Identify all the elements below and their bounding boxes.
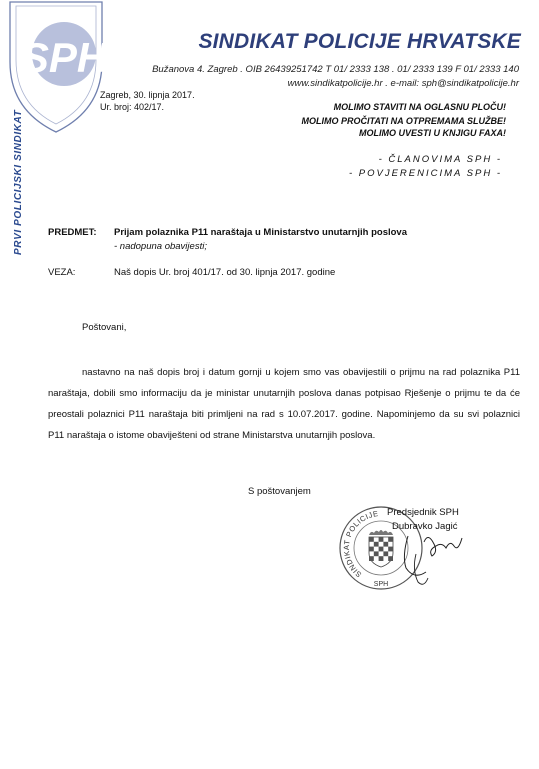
stamp-bottom-text: SPH bbox=[373, 581, 389, 588]
croatian-coat-of-arms-icon bbox=[369, 530, 393, 567]
subject-title: Prijam polaznika P11 naraštaja u Ministarstvo unutarnjih poslova bbox=[114, 227, 408, 238]
recipient-commissioners: - POVJERENICIMA SPH - bbox=[348, 168, 502, 179]
signatory-title: Predsjednik SPH bbox=[387, 507, 459, 518]
organization-name: SINDIKAT POLICIJE HRVATSKE bbox=[198, 30, 521, 53]
signatory-name: Dubravko Jagić bbox=[392, 521, 458, 532]
handwritten-signature bbox=[398, 522, 468, 590]
vertical-slogan: PRVI POLICIJSKI SINDIKAT bbox=[13, 109, 24, 255]
reference-label: VEZA: bbox=[48, 267, 76, 278]
subject-subtitle: - nadopuna obavijesti; bbox=[114, 241, 207, 252]
address-line: Bužanova 4. Zagreb . OIB 26439251742 T 01/ 2333 138 . 01/ 2333 139 F 01/ 2333 140 bbox=[152, 64, 519, 75]
notice-fax-log: MOLIMO UVESTI U KNJIGU FAXA! bbox=[358, 128, 506, 138]
logo-text: SPH bbox=[20, 34, 106, 81]
notice-read-aloud: MOLIMO PROČITATI NA OTPREMAMA SLUŽBE! bbox=[301, 116, 506, 126]
closing: S poštovanjem bbox=[248, 486, 311, 497]
letter-body: nastavno na naš dopis broj i datum gornji u kojem smo vas obavijestili o prijmu na rad polaznika P11 naraštaja, dobili smo informaciju da je ministar unutarnjih poslova danas potpisao Rješenje o prijmu te da će preostali polaznici P11 naraštaja biti primljeni na rad s 10.07.2017. godine. Napominjemo da su svi polaznici P11 naraštaja o istome obaviješteni od strane Ministarstva unutarnjih poslova. bbox=[48, 367, 520, 441]
contact-line: www.sindikatpolicije.hr . e-mail: sph@sindikatpolicije.hr bbox=[287, 78, 519, 89]
salutation: Poštovani, bbox=[82, 322, 127, 333]
subject-label: PREDMET: bbox=[48, 227, 97, 238]
reference-number: Ur. broj: 402/17. bbox=[100, 102, 165, 112]
recipient-members: - ČLANOVIMA SPH - bbox=[378, 154, 502, 165]
stamp-ring-text: SINDIKAT POLICIJE bbox=[341, 509, 380, 580]
letter-date: Zagreb, 30. lipnja 2017. bbox=[100, 90, 195, 100]
notice-bulletin-board: MOLIMO STAVITI NA OGLASNU PLOČU! bbox=[333, 102, 506, 112]
reference-text: Naš dopis Ur. broj 401/17. od 30. lipnja 2017. godine bbox=[114, 267, 336, 278]
